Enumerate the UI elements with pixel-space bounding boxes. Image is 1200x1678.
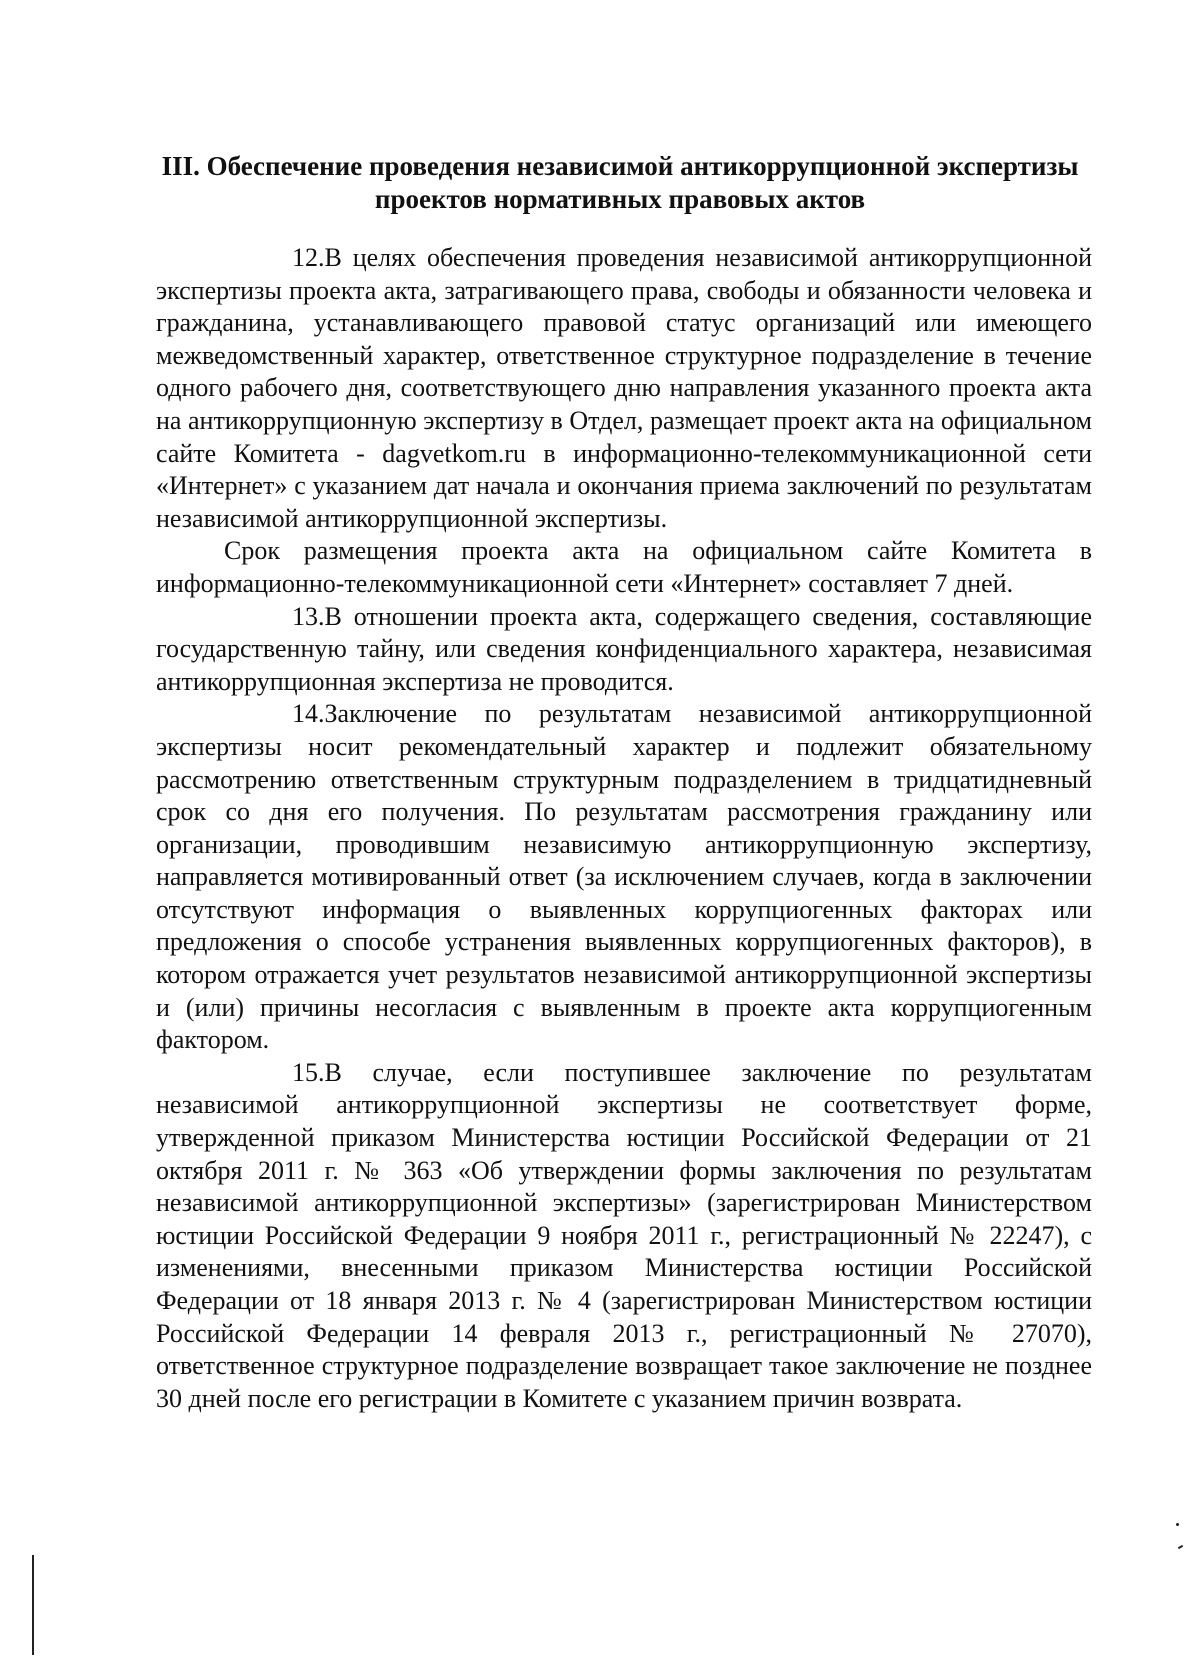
paragraph-number: 12.: [292, 243, 325, 272]
paragraph-13: [156, 601, 1092, 699]
paragraph-text: В случае, если поступившее заключение по результатам независимой антикоррупционной экспертизы не соответствует форме, утвержденной приказом Министерства юстиции Российской Федерации от 21 октября 2011 г. № 363 «Об утверждении формы заключения по результатам независимой антикоррупционной экспертизы» (зарегистрирован Министерством юстиции Российской Федерации 9 ноября 2011 г., регистрационный № 22247), с изменениями, внесенными приказом Министерства юстиции Российской Федерации от 18 января 2013 г. № 4 (зарегистрирован Министерством юстиции Российской Федерации 14 февраля 2013 г., регистрационный № 27070), ответственное структурное подразделение возвращает такое заключение не позднее 30 дней после его регистрации в Комитете с указанием причин возврата.: [156, 1057, 1092, 1413]
paragraph-text: В целях обеспечения проведения независимой антикоррупционной экспертизы проекта акта, затрагивающего права, свободы и обязанности человека и гражданина, устанавливающего правовой статус организаций или имеющего межведомственный характер, ответственное структурное подразделение в течение одного рабочего дня, соответствующего дню направления указанного проекта акта на антикоррупционную экспертизу в Отдел, размещает проект акта на официальном сайте Комитета - dagvetkom.ru в информационно-телекоммуникационной сети «Интернет» с указанием дат начала и окончания приема заключений по результатам независимой антикоррупционной экспертизы.: [156, 243, 1092, 533]
paragraph-text: В отношении проекта акта, содержащего сведения, составляющие государственную тайну, или сведения конфиденциального характера, независимая антикоррупционная экспертиза не проводится.: [156, 601, 1092, 696]
paragraph-number: 14.: [292, 699, 325, 729]
paragraph-text: Заключение по результатам независимой антикоррупционной экспертизы носит рекомендательный характер и подлежит обязательному рассмотрению ответственным структурным подразделением в тридцатидневный срок со дня его получения. По результатам рассмотрения гражданину или организации, проводившим независимую антикоррупционную экспертизу, направляется мотивированный ответ (за исключением случаев, когда в заключении отсутствуют информация о выявленных коррупциогенных факторах или предложения о способе устранения выявленных коррупциогенных факторов), в котором отражается учет результатов независимой антикоррупционной экспертизы и (или) причины несогласия с выявленным в проекте акта коррупциогенным фактором.: [156, 699, 1092, 1055]
paragraph-12: [156, 242, 1092, 535]
section-heading-line-2: проектов нормативных правовых актов: [374, 184, 866, 214]
scan-speck: [1176, 1523, 1179, 1526]
section-heading-line-1: III. Обеспечение проведения независимой антикоррупционной экспертизы: [161, 151, 1079, 181]
scan-edge-line: [32, 1555, 34, 1655]
scan-speck: [1178, 1545, 1183, 1549]
document-body: [156, 242, 1092, 1415]
paragraph-number: 15.: [292, 1057, 325, 1087]
paragraph-14: [156, 698, 1092, 1057]
section-heading: [140, 150, 1100, 216]
paragraph-text: Срок размещения проекта акта на официальном сайте Комитета в информационно-телекоммуникационной сети «Интернет» составляет 7 дней.: [156, 536, 1092, 598]
paragraph-number: 13.: [292, 601, 325, 631]
paragraph-15: [156, 1057, 1092, 1416]
paragraph-12-continuation: [156, 535, 1092, 600]
